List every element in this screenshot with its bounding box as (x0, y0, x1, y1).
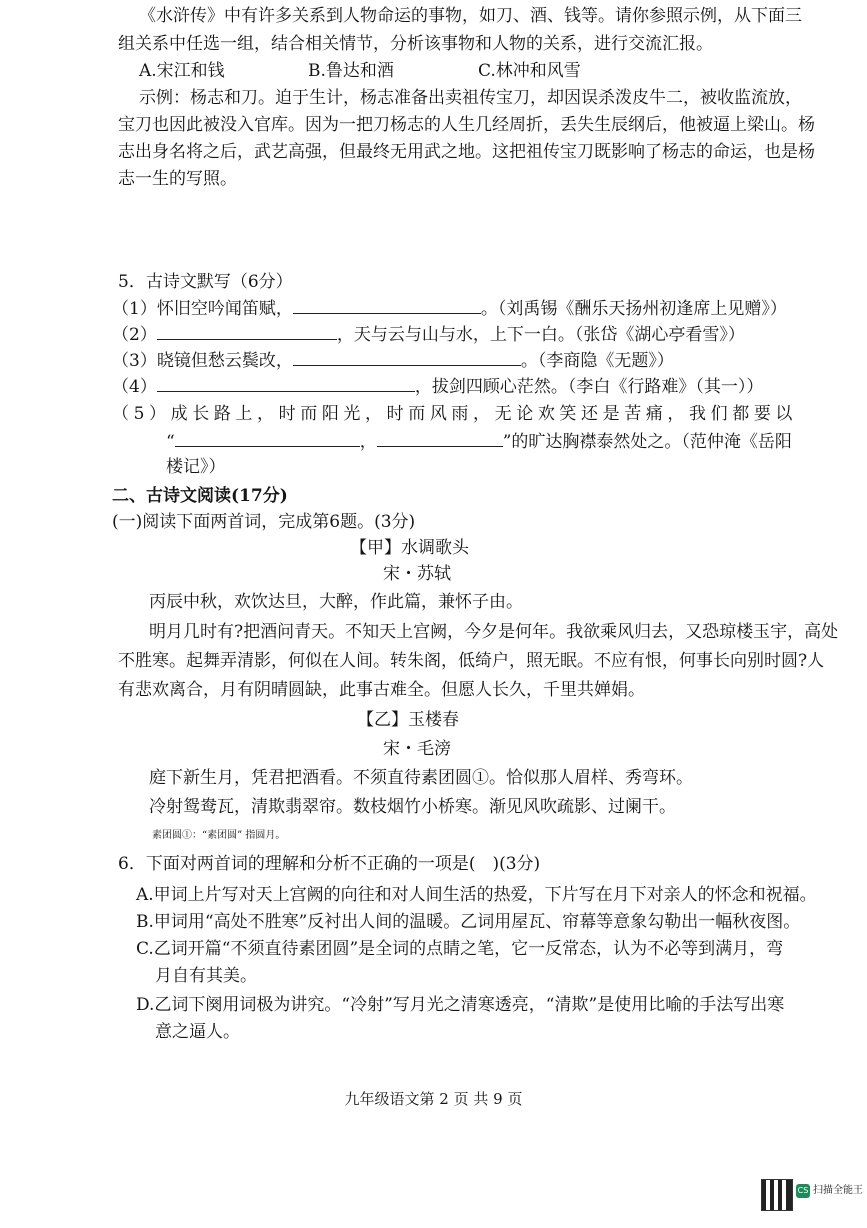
q6-option-c-cont: 月自有其美。 (155, 966, 257, 986)
intro-line: 组关系中任选一组，结合相关情节，分析该事物和人物的关系，进行交流汇报。 (118, 34, 713, 54)
answer-blank[interactable] (293, 349, 521, 366)
footnote: 素团圆①：“素团圆” 指圆月。 (152, 830, 286, 841)
option-a: A.宋江和钱 (139, 61, 225, 81)
poem-a-line: 有悲欢离合，月有阴晴圆缺，此事古难全。但愿人长久，千里共婵娟。 (118, 680, 645, 700)
option-c: C.林冲和风雪 (478, 61, 581, 81)
intro-line: 《水浒传》中有许多关系到人物命运的事物，如刀、酒、钱等。请你参照示例，从下面三 (139, 6, 802, 26)
q5-item-2-post: ，天与云与山与水，上下一白。（张岱《湖心亭看雪》） (336, 325, 745, 345)
q5-item-3-pre: （3）晓镜但愁云鬓改， (112, 351, 293, 371)
q5-item-5-end: 楼记》） (166, 457, 226, 477)
poem-b-line: 庭下新生月，凭君把酒看。不须直待素团圆①。恰似那人眉样、秀弯环。 (149, 768, 693, 788)
answer-blank[interactable] (157, 375, 415, 392)
option-b: B.鲁达和酒 (308, 61, 394, 81)
section-subtitle: (一)阅读下面两首词，完成第6题。(3分) (112, 512, 416, 532)
q6-stem: 6．下面对两首词的理解和分析不正确的一项是( )(3分) (118, 854, 541, 874)
q6-option-b: B.甲词用“高处不胜寒”反衬出人间的温暖。乙词用屋瓦、帘幕等意象勾勒出一幅秋夜图。 (136, 912, 801, 932)
q5-title: 5．古诗文默写（6分） (118, 272, 293, 292)
comma: ， (359, 432, 377, 452)
poem-a-line: 明月几时有?把酒问青天。不知天上宫阙，今夕是何年。我欲乘风归去，又恐琼楼玉宇，高处 (149, 622, 839, 642)
poem-a-author: 宋・苏轼 (383, 564, 451, 584)
q5-item-2 (112, 323, 745, 346)
q5-item-1 (112, 297, 787, 320)
q5-item-1-pre: （1）怀旧空吟闻笛赋， (112, 299, 293, 319)
example-line: 示例：杨志和刀。迫于生计，杨志准备出卖祖传宝刀，却因误杀泼皮牛二，被收监流放， (139, 88, 802, 108)
poem-b-line: 冷射鸳鸯瓦，清欺翡翠帘。数枝烟竹小桥寒。渐见风吹疏影、过阑干。 (149, 797, 676, 817)
example-line: 宝刀也因此被没入官库。因为一把刀杨志的人生几经周折，丢失生辰纲后，他被逼上梁山。杨 (118, 115, 815, 135)
q5-item-4 (112, 375, 763, 398)
section-title: 二、古诗文阅读(17分) (112, 486, 288, 506)
example-line: 志出身名将之后，武艺高强，但最终无用武之地。这把祖传宝刀既影响了杨志的命运，也是杨 (118, 142, 815, 162)
poem-a-preface: 丙辰中秋，欢饮达旦，大醉，作此篇，兼怀子由。 (149, 592, 523, 612)
q6-option-d: D.乙词下阕用词极为讲究。“冷射”写月光之清寒透亮，“清欺”是使用比喻的手法写出寒 (136, 995, 785, 1015)
answer-blank[interactable] (377, 430, 503, 447)
open-quote: “ (166, 432, 175, 452)
q5-item-1-post: 。（刘禹锡《酬乐天扬州初逢席上见赠》） (480, 299, 787, 319)
q5-item-3-post: 。（李商隐《无题》） (520, 351, 674, 371)
camscanner-icon: CS (796, 1184, 810, 1198)
q5-item-5-tail: ”的旷达胸襟泰然处之。（范仲淹《岳阳 (502, 432, 792, 452)
answer-blank[interactable] (293, 297, 481, 314)
q5-item-4-post: ，拔剑四顾心茫然。（李白《行路难》（其一）） (414, 377, 764, 397)
watermark-brand: 扫描全能王 (813, 1185, 863, 1196)
poem-a-title: 【甲】水调歌头 (350, 538, 469, 558)
example-line: 志一生的写照。 (118, 169, 237, 189)
q6-option-a: A.甲词上片写对天上宫阙的向往和对人间生活的热爱，下片写在月下对亲人的怀念和祝福。 (136, 885, 817, 905)
q6-option-c: C.乙词开篇“不须直待素团圆”是全词的点睛之笔，它一反常态，认为不必等到满月，弯 (136, 939, 784, 959)
q6-option-d-cont: 意之逼人。 (155, 1022, 240, 1042)
answer-blank[interactable] (157, 323, 337, 340)
q5-item-2-pre: （2） (112, 325, 157, 345)
page-footer: 九年级语文第 2 页 共 9 页 (344, 1090, 523, 1108)
poem-a-line: 不胜寒。起舞弄清影，何似在人间。转朱阁，低绮户，照无眠。不应有恨，何事长向别时圆?人 (118, 651, 825, 671)
poem-b-title: 【乙】玉楼春 (357, 710, 459, 730)
answer-blank[interactable] (175, 430, 360, 447)
q5-item-3 (112, 349, 674, 372)
qr-code-icon (762, 1180, 792, 1210)
q5-item-4-pre: （4） (112, 377, 157, 397)
q5-item-5-cont (166, 430, 792, 453)
poem-b-author: 宋・毛滂 (383, 739, 451, 759)
q5-item-5: （5）成长路上，时而阳光，时而风雨，无论欢笑还是苦痛，我们都要以 (112, 404, 798, 424)
